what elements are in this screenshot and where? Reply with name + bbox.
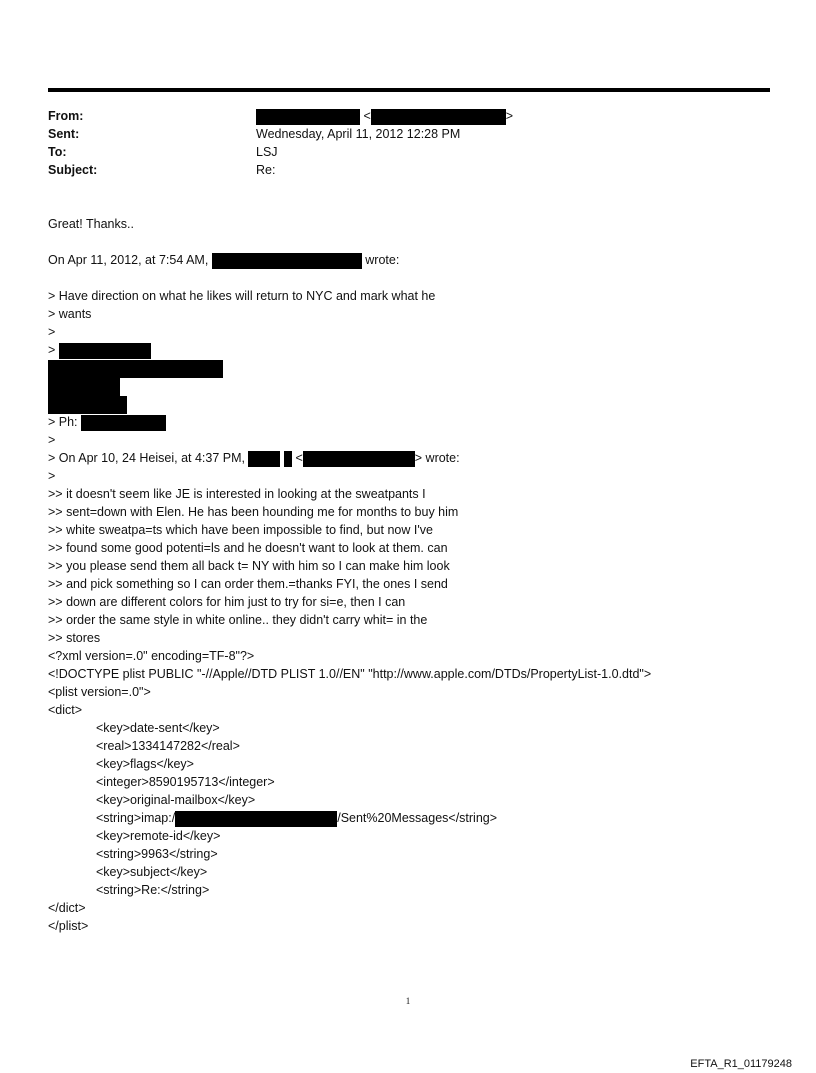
xml-line: <key>original-mailbox</key>	[96, 793, 256, 807]
redaction-block	[59, 343, 151, 359]
header-rule	[48, 88, 770, 92]
redaction-block	[284, 451, 292, 467]
nested-quoted-line: >> order the same style in white online.. they didn't carry whit= in the	[48, 613, 428, 627]
xml-line: <dict>	[48, 703, 83, 717]
page-number: 1	[405, 996, 411, 1006]
subject-value: Re:	[256, 163, 276, 177]
redaction-block	[48, 360, 223, 378]
quoted-line: >	[48, 469, 56, 483]
redacted-line	[48, 377, 651, 395]
redaction-block	[212, 253, 362, 269]
xml-line: </dict>	[48, 901, 86, 915]
xml-line: <real>1334147282</real>	[96, 739, 240, 753]
nested-quoted-line: >> white sweatpa=ts which have been impossible to find, but now I've	[48, 523, 433, 537]
xml-line: <integer>8590195713</integer>	[96, 775, 275, 789]
nested-reply-header-line: > On Apr 10, 24 Heisei, at 4:37 PM, < > wrote:	[48, 451, 460, 465]
xml-line: </plist>	[48, 919, 89, 933]
redaction-block	[175, 811, 337, 827]
redaction-block	[48, 378, 120, 396]
quoted-line: >	[48, 341, 651, 359]
redaction-block	[371, 109, 506, 125]
xml-line: <string>9963</string>	[96, 847, 218, 861]
sent-value: Wednesday, April 11, 2012 12:28 PM	[256, 127, 461, 141]
xml-line: <?xml version=.0" encoding=TF-8"?>	[48, 649, 255, 663]
message-body	[48, 215, 651, 935]
to-label: To:	[48, 145, 67, 159]
from-label: From:	[48, 109, 84, 123]
quoted-line: > Have direction on what he likes will return to NYC and mark what he	[48, 289, 436, 303]
redaction-block	[256, 109, 360, 125]
greeting-line: Great! Thanks..	[48, 217, 134, 231]
xml-line: <key>subject</key>	[96, 865, 208, 879]
xml-line: <string>Re:</string>	[96, 883, 210, 897]
redacted-line	[48, 395, 651, 413]
nested-quoted-line: >> and pick something so I can order them.=thanks FYI, the ones I send	[48, 577, 448, 591]
sent-label: Sent:	[48, 127, 80, 141]
quoted-line: >	[48, 433, 56, 447]
nested-quoted-line: >> it doesn't seem like JE is interested in looking at the sweatpants I	[48, 487, 426, 501]
xml-line: <key>remote-id</key>	[96, 829, 221, 843]
redacted-line	[48, 359, 651, 377]
redaction-block	[303, 451, 415, 467]
quoted-line: >	[48, 325, 56, 339]
redaction-block	[248, 451, 280, 467]
quoted-line: > wants	[48, 307, 92, 321]
from-value: < >	[256, 107, 513, 125]
to-value: LSJ	[256, 145, 278, 159]
nested-quoted-line: >> down are different colors for him just to try for si=e, then I can	[48, 595, 406, 609]
nested-quoted-line: >> you please send them all back t= NY with him so I can make him look	[48, 559, 450, 573]
xml-line: <!DOCTYPE plist PUBLIC "-//Apple//DTD PLIST 1.0//EN" "http://www.apple.com/DTDs/PropertyList-1.0.dtd">	[48, 667, 652, 681]
subject-label: Subject:	[48, 163, 98, 177]
phone-line: > Ph:	[48, 413, 651, 431]
nested-quoted-line: >> sent=down with Elen. He has been hounding me for months to buy him	[48, 505, 459, 519]
redaction-block	[81, 415, 166, 431]
redaction-block	[48, 396, 127, 414]
xml-line: <string>imap:/ /Sent%20Messages</string>	[96, 811, 498, 825]
bates-number: EFTA_R1_01179248	[690, 1058, 792, 1070]
nested-quoted-line: >> found some good potenti=ls and he doesn't want to look at them. can	[48, 541, 448, 555]
reply-header-line: On Apr 11, 2012, at 7:54 AM, wrote:	[48, 253, 400, 267]
xml-line: <plist version=.0">	[48, 685, 151, 699]
xml-line: <key>date-sent</key>	[96, 721, 220, 735]
nested-quoted-line: >> stores	[48, 631, 101, 645]
xml-line: <key>flags</key>	[96, 757, 194, 771]
